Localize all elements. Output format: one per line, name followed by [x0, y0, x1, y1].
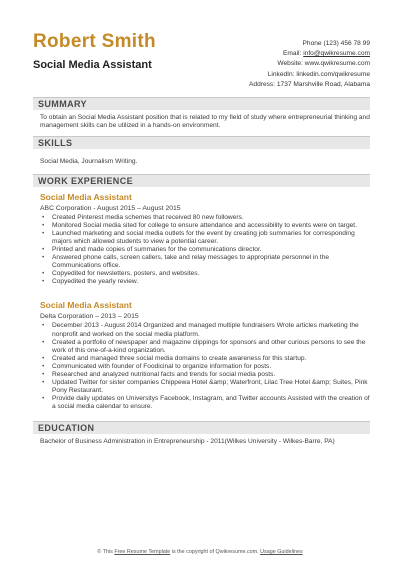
skills-section: [33, 136, 370, 166]
experience-heading: WORK EXPERIENCE: [33, 174, 370, 187]
summary-heading: SUMMARY: [33, 97, 370, 110]
footer-copyright: is the copyright of Qwikresume.com.: [171, 549, 259, 555]
contact-value: (123) 456 78 99: [323, 40, 370, 47]
candidate-name: Robert Smith: [33, 31, 156, 52]
footer: [0, 549, 400, 555]
contact-label: Email:: [283, 50, 302, 58]
job-duties: [33, 322, 370, 411]
job-company: ABC Corporation - August 2015 – August 2015: [40, 204, 181, 212]
contact-label: Website:: [277, 60, 303, 68]
contact-website: [249, 59, 370, 69]
duty-item: • Created Pinterest media schemes that received 80 new followers.: [40, 214, 370, 222]
skills-text: Social Media, Journalism Writing.: [40, 158, 138, 166]
contact-label: Phone: [302, 40, 322, 47]
duty-item: • Researched and analyzed nutritional facts and trends for social media posts.: [40, 371, 370, 379]
contact-label: LinkedIn:: [267, 70, 295, 78]
footer-template-link[interactable]: Free Resume Template: [114, 549, 171, 555]
duty-item: • Provide daily updates on Universitys Facebook, Instagram, and Twitter accounts Assisted with the creation of a social media calendar to ensure.: [40, 395, 370, 411]
job-entry: [33, 300, 370, 411]
duty-item: • Created and managed three social media domains to create awareness for this startup.: [40, 355, 370, 363]
job-company: Delta Corporation – 2013 – 2015: [40, 313, 139, 321]
job-entry: [33, 192, 370, 287]
job-title: Social Media Assistant: [40, 300, 132, 311]
duty-item: • Copyedited for newsletters, posters, and websites.: [40, 270, 370, 278]
contact-block: [249, 39, 370, 90]
job-duties: [33, 214, 370, 287]
contact-address: [249, 80, 370, 90]
job-title: Social Media Assistant: [40, 191, 132, 202]
education-text: Bachelor of Business Administration in Entrepreneurship - 2011(Wilkes University - Wilkes-Barre, PA): [40, 438, 335, 446]
footer-guidelines-link[interactable]: Usage Guidelines: [260, 549, 303, 555]
contact-phone: [249, 39, 370, 49]
contact-label: Address:: [249, 80, 276, 88]
education-section: [33, 421, 370, 446]
duty-item: • Monitored Social media sited for college to ensure attendance and accessibility to events were on target.: [40, 222, 370, 230]
contact-value: www.qwikresume.com: [304, 60, 370, 68]
summary-text: To obtain an Social Media Assistant position that is related to my field of study where entrepreneurial thinking and management skills can be utilized in a hands-on environment.: [40, 114, 370, 130]
contact-linkedin: [249, 70, 370, 80]
duty-item: • Printed and made copies of summaries for the communications director.: [40, 246, 370, 254]
contact-value: linkedin.com/qwikresume: [296, 70, 370, 78]
contact-email: [249, 49, 370, 59]
resume-header: [33, 0, 370, 86]
duty-item: • Copyedited the yearly review.: [40, 278, 370, 286]
duty-item: • Updated Twitter for sister companies Chippewa Hotel &amp; Waterfront, Lilac Tree Hotel &amp; Suites, Pink Pony Restaurant.: [40, 379, 370, 395]
education-heading: EDUCATION: [33, 421, 370, 434]
duty-item: • Created a portfolio of newspaper and magazine clippings for sponsors and other curious persons to see the work of this one-of-a-kind organization.: [40, 339, 370, 355]
duty-item: • Answered phone calls, screen callers, take and relay messages to appropriate personnel in the Communications office.: [40, 254, 370, 270]
experience-section: [33, 174, 370, 412]
duty-item: • Launched marketing and social media outlets for the event by creating job summaries for corresponding majors which allowed students to view a potential career.: [40, 230, 370, 246]
duty-item: • December 2013 - August 2014 Organized and managed multiple fundraisers Wrote articles marketing the nonprofit and worked on the social media platform.: [40, 322, 370, 338]
footer-prefix: © This: [97, 549, 113, 555]
summary-section: [33, 97, 370, 130]
contact-value: 1737 Marshville Road, Alabama: [276, 80, 370, 88]
candidate-title: Social Media Assistant: [33, 59, 152, 71]
duty-item: • Communicated with founder of Foodicinal to organize information for posts.: [40, 363, 370, 371]
email-link[interactable]: info@qwikresume.com: [303, 50, 370, 58]
skills-heading: SKILLS: [33, 136, 370, 149]
